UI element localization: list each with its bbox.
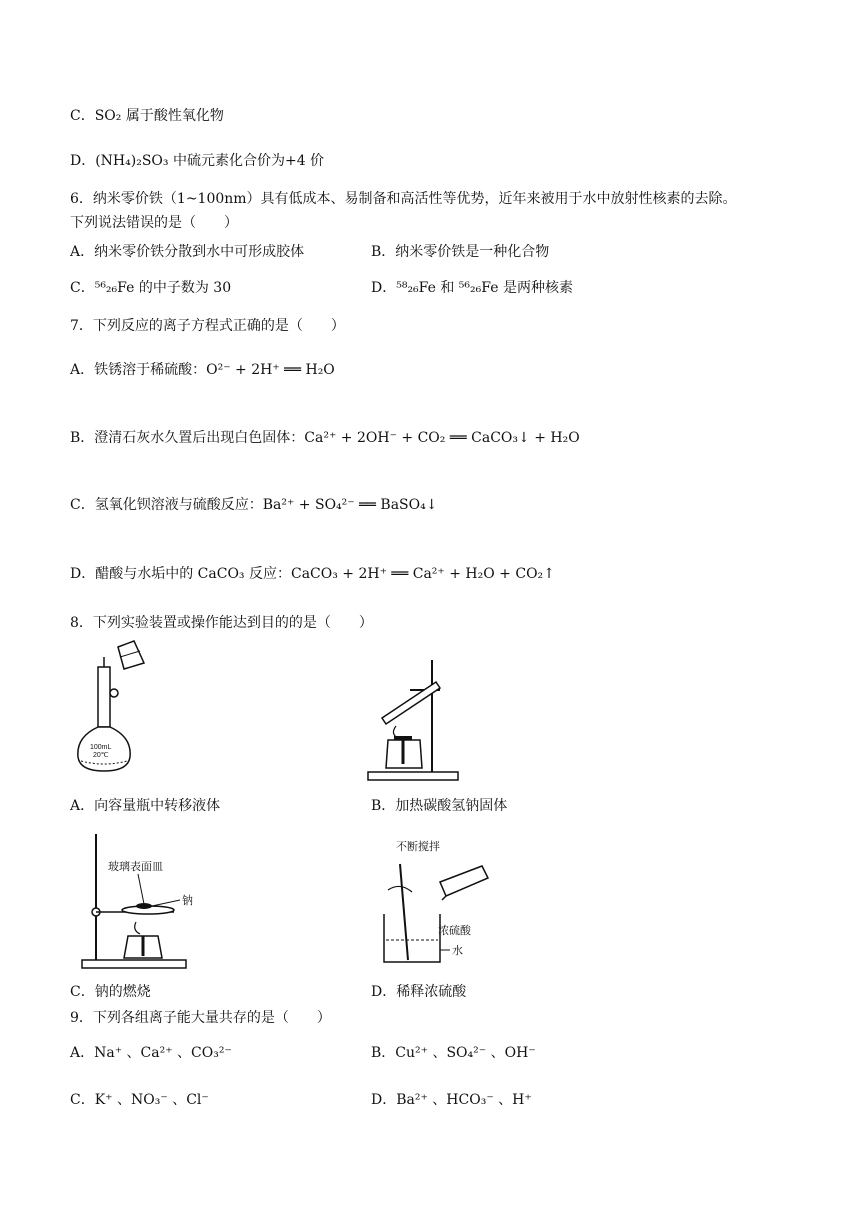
q8-option-b: B．加热碳酸氢钠固体 — [371, 798, 508, 814]
q7-option-b: B．澄清石灰水久置后出现白色固体：Ca²⁺ + 2OH⁻ + CO₂ ══ CaCO₃↓ + H₂O — [70, 430, 580, 446]
q7-option-d: D．醋酸与水垢中的 CaCO₃ 反应：CaCO₃ + 2H⁺ ══ Ca²⁺ + H₂O + CO₂↑ — [70, 566, 555, 582]
q9-option-a: A．Na⁺ 、Ca²⁺ 、CO₃²⁻ — [70, 1045, 232, 1061]
q9-stem: 9．下列各组离子能大量共存的是（ ） — [70, 1010, 331, 1026]
q6-option-b: B．纳米零价铁是一种化合物 — [371, 244, 550, 260]
q6-option-c: C．⁵⁶₂₆Fe 的中子数为 30 — [70, 280, 232, 296]
figure-volumetric-flask — [74, 637, 164, 777]
figure-dilute-acid — [380, 836, 490, 966]
figure-d-label-stir: 不断搅拌 — [396, 841, 440, 853]
q9-option-c: C．K⁺ 、NO₃⁻ 、Cl⁻ — [70, 1092, 209, 1108]
q8-option-d: D．稀释浓硫酸 — [371, 984, 467, 1000]
figure-c-label-sodium: 钠 — [182, 895, 193, 907]
figure-heating-tube — [360, 660, 460, 786]
q9-option-d: D．Ba²⁺ 、HCO₃⁻ 、H⁺ — [371, 1092, 532, 1108]
q5-option-d: D．(NH₄)₂SO₃ 中硫元素化合价为+4 价 — [70, 153, 325, 169]
q7-option-c: C．氢氧化钡溶液与硫酸反应：Ba²⁺ + SO₄²⁻ ══ BaSO₄↓ — [70, 497, 438, 513]
figure-d-label-acid: 浓硫酸 — [438, 925, 471, 937]
figure-a-label-volume: 100mL — [90, 744, 112, 751]
q6-option-a: A．纳米零价铁分散到水中可形成胶体 — [70, 244, 305, 260]
q6-stem-line2: 下列说法错误的是（ ） — [70, 215, 238, 231]
figure-a-label-temp: 20℃ — [93, 752, 109, 759]
q5-option-c: C．SO₂ 属于酸性氧化物 — [70, 108, 224, 124]
q7-option-a: A．铁锈溶于稀硫酸：O²⁻ + 2H⁺ ══ H₂O — [70, 362, 335, 378]
q8-option-a: A．向容量瓶中转移液体 — [70, 798, 221, 814]
figure-c-label-dish: 玻璃表面皿 — [108, 861, 163, 873]
q6-stem-line1: 6．纳米零价铁（1~100nm）具有低成本、易制备和高活性等优势，近年来被用于水中放射性核素的去除。 — [70, 191, 737, 207]
q7-stem: 7．下列反应的离子方程式正确的是（ ） — [70, 318, 345, 334]
q8-option-c: C．钠的燃烧 — [70, 984, 151, 1000]
q9-option-b: B．Cu²⁺ 、SO₄²⁻ 、OH⁻ — [371, 1045, 536, 1061]
figure-sodium-combustion — [78, 830, 198, 970]
figure-d-label-water: 水 — [452, 945, 463, 957]
q8-stem: 8．下列实验装置或操作能达到目的的是（ ） — [70, 615, 373, 631]
q6-option-d: D．⁵⁸₂₆Fe 和 ⁵⁶₂₆Fe 是两种核素 — [371, 280, 573, 296]
